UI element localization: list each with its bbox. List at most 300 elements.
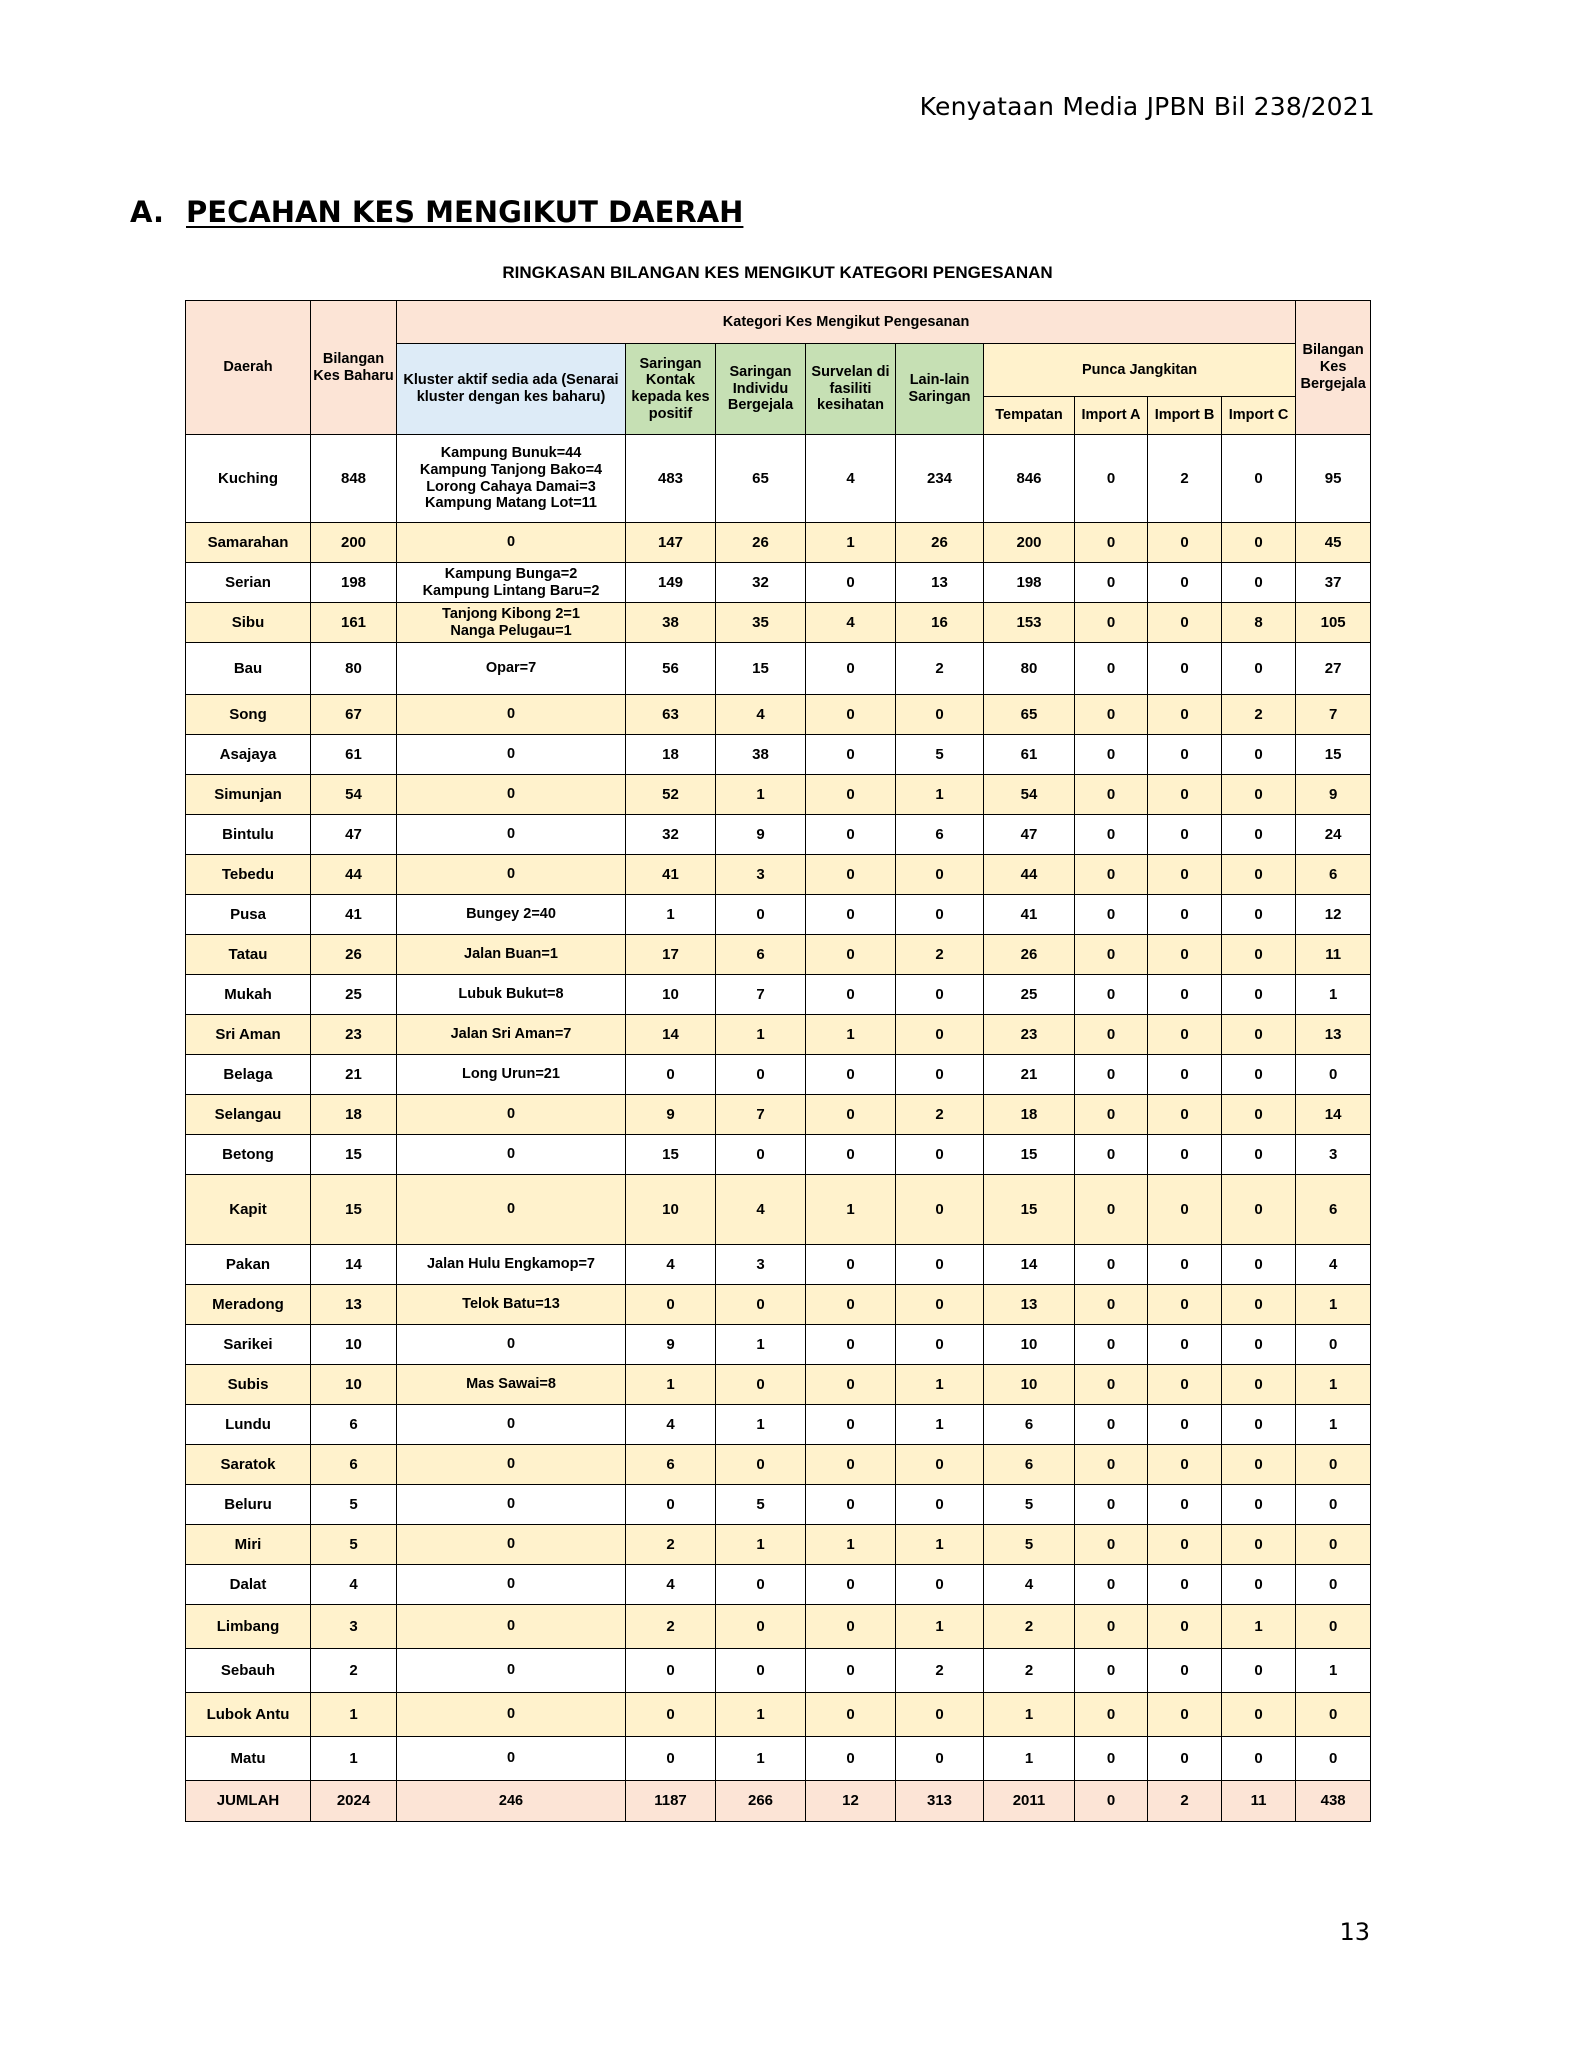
import-b-cell: 0 bbox=[1148, 1175, 1222, 1245]
contact-cell: 56 bbox=[626, 643, 716, 695]
contact-cell: 1187 bbox=[626, 1781, 716, 1822]
symptomatic-screening-cell: 3 bbox=[716, 1245, 806, 1285]
district-cell: Tebedu bbox=[186, 855, 311, 895]
import-b-cell: 0 bbox=[1148, 1737, 1222, 1781]
local-cell: 15 bbox=[984, 1135, 1075, 1175]
cluster-cell bbox=[397, 775, 626, 815]
cluster-line: 0 bbox=[506, 1662, 516, 1679]
contact-cell: 10 bbox=[626, 1175, 716, 1245]
header-symptomatic-screening: Saringan Individu Bergejala bbox=[716, 344, 806, 435]
district-cell: Sri Aman bbox=[186, 1015, 311, 1055]
import-b-cell: 0 bbox=[1148, 1485, 1222, 1525]
header-category-group: Kategori Kes Mengikut Pengesanan bbox=[397, 301, 1296, 344]
symptomatic-cases-cell: 0 bbox=[1296, 1525, 1371, 1565]
import-c-cell: 0 bbox=[1222, 1649, 1296, 1693]
cluster-cell bbox=[397, 695, 626, 735]
other-cell: 2 bbox=[896, 1095, 984, 1135]
cluster-cell bbox=[397, 603, 626, 643]
symptomatic-screening-cell: 0 bbox=[716, 1445, 806, 1485]
new-cases-cell: 41 bbox=[311, 895, 397, 935]
symptomatic-screening-cell: 1 bbox=[716, 1325, 806, 1365]
local-cell: 6 bbox=[984, 1445, 1075, 1485]
table-row bbox=[186, 1095, 1371, 1135]
import-b-cell: 0 bbox=[1148, 975, 1222, 1015]
import-b-cell: 0 bbox=[1148, 1649, 1222, 1693]
symptomatic-cases-cell: 1 bbox=[1296, 1405, 1371, 1445]
cluster-line: Bungey 2=40 bbox=[466, 906, 556, 923]
local-cell: 846 bbox=[984, 435, 1075, 523]
cluster-cell bbox=[397, 815, 626, 855]
facility-cell: 1 bbox=[806, 1175, 896, 1245]
cluster-cell bbox=[397, 1525, 626, 1565]
cluster-cell bbox=[397, 855, 626, 895]
district-cell: JUMLAH bbox=[186, 1781, 311, 1822]
new-cases-cell: 80 bbox=[311, 643, 397, 695]
new-cases-cell: 26 bbox=[311, 935, 397, 975]
cluster-cell bbox=[397, 1693, 626, 1737]
cluster-cell bbox=[397, 1737, 626, 1781]
symptomatic-screening-cell: 1 bbox=[716, 1405, 806, 1445]
header-daerah: Daerah bbox=[186, 301, 311, 435]
cluster-line: 0 bbox=[506, 1146, 516, 1163]
contact-cell: 1 bbox=[626, 895, 716, 935]
import-c-cell: 2 bbox=[1222, 695, 1296, 735]
district-cell: Limbang bbox=[186, 1605, 311, 1649]
symptomatic-screening-cell: 5 bbox=[716, 1485, 806, 1525]
district-cell: Sebauh bbox=[186, 1649, 311, 1693]
cluster-cell bbox=[397, 523, 626, 563]
new-cases-cell: 15 bbox=[311, 1175, 397, 1245]
cluster-line: Kampung Bunuk=44 bbox=[440, 445, 582, 462]
other-cell: 16 bbox=[896, 603, 984, 643]
cluster-cell bbox=[397, 1245, 626, 1285]
import-a-cell: 0 bbox=[1075, 1365, 1148, 1405]
import-b-cell: 0 bbox=[1148, 1605, 1222, 1649]
header-new-cases: Bilangan Kes Baharu bbox=[311, 301, 397, 435]
other-cell: 0 bbox=[896, 1055, 984, 1095]
local-cell: 25 bbox=[984, 975, 1075, 1015]
import-a-cell: 0 bbox=[1075, 975, 1148, 1015]
new-cases-cell: 25 bbox=[311, 975, 397, 1015]
import-c-cell: 0 bbox=[1222, 775, 1296, 815]
district-cell: Tatau bbox=[186, 935, 311, 975]
import-b-cell: 0 bbox=[1148, 643, 1222, 695]
other-cell: 0 bbox=[896, 895, 984, 935]
import-c-cell: 1 bbox=[1222, 1605, 1296, 1649]
facility-cell: 1 bbox=[806, 523, 896, 563]
cluster-cell bbox=[397, 1445, 626, 1485]
district-cell: Beluru bbox=[186, 1485, 311, 1525]
import-b-cell: 0 bbox=[1148, 1285, 1222, 1325]
table-row bbox=[186, 1135, 1371, 1175]
other-cell: 0 bbox=[896, 1445, 984, 1485]
table-row bbox=[186, 975, 1371, 1015]
symptomatic-screening-cell: 1 bbox=[716, 1693, 806, 1737]
symptomatic-cases-cell: 0 bbox=[1296, 1693, 1371, 1737]
symptomatic-cases-cell: 6 bbox=[1296, 1175, 1371, 1245]
cluster-line: 0 bbox=[506, 1201, 516, 1218]
district-cell: Mukah bbox=[186, 975, 311, 1015]
local-cell: 23 bbox=[984, 1015, 1075, 1055]
import-c-cell: 0 bbox=[1222, 1365, 1296, 1405]
new-cases-cell: 848 bbox=[311, 435, 397, 523]
contact-cell: 17 bbox=[626, 935, 716, 975]
header-contact-screening: Saringan Kontak kepada kes positif bbox=[626, 344, 716, 435]
facility-cell: 12 bbox=[806, 1781, 896, 1822]
import-a-cell: 0 bbox=[1075, 523, 1148, 563]
contact-cell: 63 bbox=[626, 695, 716, 735]
cluster-line: Kampung Lintang Baru=2 bbox=[422, 582, 600, 599]
new-cases-cell: 5 bbox=[311, 1485, 397, 1525]
local-cell: 5 bbox=[984, 1525, 1075, 1565]
district-cell: Sibu bbox=[186, 603, 311, 643]
district-cell: Asajaya bbox=[186, 735, 311, 775]
table-row bbox=[186, 855, 1371, 895]
district-cell: Bintulu bbox=[186, 815, 311, 855]
symptomatic-screening-cell: 1 bbox=[716, 1737, 806, 1781]
table-row bbox=[186, 1525, 1371, 1565]
cluster-line: 0 bbox=[506, 1576, 516, 1593]
symptomatic-cases-cell: 0 bbox=[1296, 1055, 1371, 1095]
local-cell: 26 bbox=[984, 935, 1075, 975]
section-letter: A. bbox=[130, 195, 164, 229]
header-other-screening: Lain-lain Saringan bbox=[896, 344, 984, 435]
cluster-line: Opar=7 bbox=[485, 660, 537, 677]
symptomatic-cases-cell: 9 bbox=[1296, 775, 1371, 815]
contact-cell: 14 bbox=[626, 1015, 716, 1055]
other-cell: 313 bbox=[896, 1781, 984, 1822]
import-b-cell: 0 bbox=[1148, 1693, 1222, 1737]
cluster-line: Lorong Cahaya Damai=3 bbox=[426, 478, 596, 495]
facility-cell: 0 bbox=[806, 1325, 896, 1365]
new-cases-cell: 10 bbox=[311, 1325, 397, 1365]
local-cell: 10 bbox=[984, 1325, 1075, 1365]
import-c-cell: 0 bbox=[1222, 1175, 1296, 1245]
import-a-cell: 0 bbox=[1075, 935, 1148, 975]
import-a-cell: 0 bbox=[1075, 1445, 1148, 1485]
import-b-cell: 0 bbox=[1148, 1405, 1222, 1445]
new-cases-cell: 23 bbox=[311, 1015, 397, 1055]
table-row bbox=[186, 1693, 1371, 1737]
symptomatic-cases-cell: 1 bbox=[1296, 975, 1371, 1015]
cluster-cell bbox=[397, 643, 626, 695]
cluster-line: 0 bbox=[506, 1536, 516, 1553]
symptomatic-screening-cell: 7 bbox=[716, 1095, 806, 1135]
facility-cell: 4 bbox=[806, 435, 896, 523]
cluster-cell bbox=[397, 1605, 626, 1649]
local-cell: 6 bbox=[984, 1405, 1075, 1445]
contact-cell: 0 bbox=[626, 1485, 716, 1525]
table-row bbox=[186, 523, 1371, 563]
cluster-line: 246 bbox=[498, 1792, 524, 1809]
local-cell: 15 bbox=[984, 1175, 1075, 1245]
facility-cell: 0 bbox=[806, 1649, 896, 1693]
section-heading bbox=[130, 195, 743, 229]
header-import-a: Import A bbox=[1075, 397, 1148, 435]
district-cell: Matu bbox=[186, 1737, 311, 1781]
facility-cell: 0 bbox=[806, 1737, 896, 1781]
import-a-cell: 0 bbox=[1075, 1649, 1148, 1693]
import-a-cell: 0 bbox=[1075, 815, 1148, 855]
import-a-cell: 0 bbox=[1075, 735, 1148, 775]
table-row bbox=[186, 563, 1371, 603]
local-cell: 18 bbox=[984, 1095, 1075, 1135]
import-c-cell: 0 bbox=[1222, 1445, 1296, 1485]
other-cell: 6 bbox=[896, 815, 984, 855]
local-cell: 80 bbox=[984, 643, 1075, 695]
import-a-cell: 0 bbox=[1075, 1525, 1148, 1565]
other-cell: 0 bbox=[896, 1135, 984, 1175]
district-cell: Selangau bbox=[186, 1095, 311, 1135]
district-cell: Lubok Antu bbox=[186, 1693, 311, 1737]
import-c-cell: 0 bbox=[1222, 1055, 1296, 1095]
new-cases-cell: 4 bbox=[311, 1565, 397, 1605]
import-b-cell: 0 bbox=[1148, 815, 1222, 855]
district-cell: Kapit bbox=[186, 1175, 311, 1245]
import-c-cell: 0 bbox=[1222, 643, 1296, 695]
symptomatic-cases-cell: 27 bbox=[1296, 643, 1371, 695]
new-cases-cell: 1 bbox=[311, 1693, 397, 1737]
table-row bbox=[186, 695, 1371, 735]
facility-cell: 0 bbox=[806, 815, 896, 855]
facility-cell: 0 bbox=[806, 695, 896, 735]
facility-cell: 0 bbox=[806, 895, 896, 935]
facility-cell: 0 bbox=[806, 775, 896, 815]
cluster-line: 0 bbox=[506, 1618, 516, 1635]
table-row bbox=[186, 935, 1371, 975]
cluster-line: 0 bbox=[506, 1750, 516, 1767]
cluster-line: 0 bbox=[506, 1456, 516, 1473]
import-c-cell: 0 bbox=[1222, 1405, 1296, 1445]
contact-cell: 32 bbox=[626, 815, 716, 855]
new-cases-cell: 10 bbox=[311, 1365, 397, 1405]
import-a-cell: 0 bbox=[1075, 1605, 1148, 1649]
symptomatic-screening-cell: 266 bbox=[716, 1781, 806, 1822]
district-cell: Belaga bbox=[186, 1055, 311, 1095]
contact-cell: 1 bbox=[626, 1365, 716, 1405]
symptomatic-cases-cell: 1 bbox=[1296, 1649, 1371, 1693]
import-a-cell: 0 bbox=[1075, 1175, 1148, 1245]
import-b-cell: 0 bbox=[1148, 935, 1222, 975]
symptomatic-screening-cell: 1 bbox=[716, 1525, 806, 1565]
symptomatic-screening-cell: 0 bbox=[716, 1565, 806, 1605]
new-cases-cell: 3 bbox=[311, 1605, 397, 1649]
contact-cell: 41 bbox=[626, 855, 716, 895]
local-cell: 44 bbox=[984, 855, 1075, 895]
district-cell: Simunjan bbox=[186, 775, 311, 815]
symptomatic-cases-cell: 1 bbox=[1296, 1365, 1371, 1405]
facility-cell: 0 bbox=[806, 1693, 896, 1737]
district-cell: Dalat bbox=[186, 1565, 311, 1605]
cluster-cell bbox=[397, 435, 626, 523]
new-cases-cell: 200 bbox=[311, 523, 397, 563]
cluster-cell bbox=[397, 1135, 626, 1175]
import-b-cell: 0 bbox=[1148, 695, 1222, 735]
cluster-line: Jalan Buan=1 bbox=[464, 946, 558, 963]
table-title: RINGKASAN BILANGAN KES MENGIKUT KATEGORI PENGESANAN bbox=[502, 263, 1053, 282]
local-cell: 13 bbox=[984, 1285, 1075, 1325]
cluster-line: 0 bbox=[506, 1106, 516, 1123]
facility-cell: 0 bbox=[806, 975, 896, 1015]
contact-cell: 4 bbox=[626, 1565, 716, 1605]
new-cases-cell: 198 bbox=[311, 563, 397, 603]
symptomatic-cases-cell: 13 bbox=[1296, 1015, 1371, 1055]
district-cell: Samarahan bbox=[186, 523, 311, 563]
symptomatic-cases-cell: 438 bbox=[1296, 1781, 1371, 1822]
cluster-cell bbox=[397, 895, 626, 935]
facility-cell: 1 bbox=[806, 1525, 896, 1565]
cluster-line: 0 bbox=[506, 746, 516, 763]
symptomatic-screening-cell: 9 bbox=[716, 815, 806, 855]
import-a-cell: 0 bbox=[1075, 855, 1148, 895]
cluster-line: Kampung Tanjong Bako=4 bbox=[419, 461, 603, 478]
table-row bbox=[186, 815, 1371, 855]
cluster-cell bbox=[397, 735, 626, 775]
import-c-cell: 0 bbox=[1222, 435, 1296, 523]
symptomatic-cases-cell: 12 bbox=[1296, 895, 1371, 935]
facility-cell: 0 bbox=[806, 1565, 896, 1605]
import-b-cell: 0 bbox=[1148, 1095, 1222, 1135]
table-row bbox=[186, 1649, 1371, 1693]
contact-cell: 52 bbox=[626, 775, 716, 815]
table-row bbox=[186, 435, 1371, 523]
local-cell: 65 bbox=[984, 695, 1075, 735]
import-a-cell: 0 bbox=[1075, 1095, 1148, 1135]
table-row bbox=[186, 1245, 1371, 1285]
district-cell: Meradong bbox=[186, 1285, 311, 1325]
facility-cell: 0 bbox=[806, 1485, 896, 1525]
contact-cell: 147 bbox=[626, 523, 716, 563]
table-row bbox=[186, 895, 1371, 935]
other-cell: 1 bbox=[896, 1525, 984, 1565]
symptomatic-screening-cell: 0 bbox=[716, 1285, 806, 1325]
facility-cell: 0 bbox=[806, 1245, 896, 1285]
other-cell: 0 bbox=[896, 1565, 984, 1605]
symptomatic-screening-cell: 15 bbox=[716, 643, 806, 695]
other-cell: 0 bbox=[896, 695, 984, 735]
cluster-cell bbox=[397, 975, 626, 1015]
symptomatic-screening-cell: 0 bbox=[716, 1055, 806, 1095]
contact-cell: 0 bbox=[626, 1055, 716, 1095]
contact-cell: 2 bbox=[626, 1525, 716, 1565]
import-c-cell: 0 bbox=[1222, 855, 1296, 895]
import-a-cell: 0 bbox=[1075, 1135, 1148, 1175]
symptomatic-screening-cell: 3 bbox=[716, 855, 806, 895]
cluster-line: Jalan Hulu Engkamop=7 bbox=[426, 1256, 595, 1273]
cluster-line: 0 bbox=[506, 1336, 516, 1353]
cluster-line: Kampung Bunga=2 bbox=[444, 565, 578, 582]
other-cell: 2 bbox=[896, 935, 984, 975]
cluster-cell bbox=[397, 1365, 626, 1405]
import-a-cell: 0 bbox=[1075, 1285, 1148, 1325]
total-row bbox=[186, 1781, 1371, 1822]
symptomatic-screening-cell: 0 bbox=[716, 1605, 806, 1649]
import-b-cell: 0 bbox=[1148, 1135, 1222, 1175]
cases-by-district-table bbox=[185, 300, 1371, 1822]
import-c-cell: 0 bbox=[1222, 1693, 1296, 1737]
cluster-line: Telok Batu=13 bbox=[462, 1296, 560, 1313]
symptomatic-screening-cell: 0 bbox=[716, 895, 806, 935]
cluster-cell bbox=[397, 1325, 626, 1365]
district-cell: Miri bbox=[186, 1525, 311, 1565]
other-cell: 1 bbox=[896, 1365, 984, 1405]
contact-cell: 4 bbox=[626, 1405, 716, 1445]
import-a-cell: 0 bbox=[1075, 695, 1148, 735]
symptomatic-cases-cell: 0 bbox=[1296, 1445, 1371, 1485]
local-cell: 2011 bbox=[984, 1781, 1075, 1822]
symptomatic-cases-cell: 3 bbox=[1296, 1135, 1371, 1175]
header-cluster: Kluster aktif sedia ada (Senarai kluster dengan kes baharu) bbox=[397, 344, 626, 435]
contact-cell: 9 bbox=[626, 1095, 716, 1135]
symptomatic-screening-cell: 32 bbox=[716, 563, 806, 603]
import-c-cell: 0 bbox=[1222, 1485, 1296, 1525]
local-cell: 4 bbox=[984, 1565, 1075, 1605]
cluster-line: Kampung Matang Lot=11 bbox=[424, 495, 597, 512]
cluster-line: 0 bbox=[506, 1496, 516, 1513]
facility-cell: 0 bbox=[806, 855, 896, 895]
facility-cell: 0 bbox=[806, 1445, 896, 1485]
table-row bbox=[186, 1055, 1371, 1095]
cluster-cell bbox=[397, 1055, 626, 1095]
district-cell: Betong bbox=[186, 1135, 311, 1175]
import-c-cell: 0 bbox=[1222, 1325, 1296, 1365]
symptomatic-screening-cell: 35 bbox=[716, 603, 806, 643]
new-cases-cell: 67 bbox=[311, 695, 397, 735]
district-cell: Saratok bbox=[186, 1445, 311, 1485]
other-cell: 1 bbox=[896, 775, 984, 815]
symptomatic-screening-cell: 26 bbox=[716, 523, 806, 563]
symptomatic-cases-cell: 1 bbox=[1296, 1285, 1371, 1325]
other-cell: 13 bbox=[896, 563, 984, 603]
header-import-c: Import C bbox=[1222, 397, 1296, 435]
other-cell: 0 bbox=[896, 1245, 984, 1285]
symptomatic-cases-cell: 105 bbox=[1296, 603, 1371, 643]
local-cell: 200 bbox=[984, 523, 1075, 563]
local-cell: 5 bbox=[984, 1485, 1075, 1525]
local-cell: 14 bbox=[984, 1245, 1075, 1285]
import-a-cell: 0 bbox=[1075, 1325, 1148, 1365]
import-c-cell: 0 bbox=[1222, 1565, 1296, 1605]
facility-cell: 0 bbox=[806, 735, 896, 775]
table-row bbox=[186, 1365, 1371, 1405]
import-b-cell: 0 bbox=[1148, 1525, 1222, 1565]
table-row bbox=[186, 1485, 1371, 1525]
other-cell: 0 bbox=[896, 1325, 984, 1365]
local-cell: 47 bbox=[984, 815, 1075, 855]
import-a-cell: 0 bbox=[1075, 563, 1148, 603]
other-cell: 2 bbox=[896, 1649, 984, 1693]
import-b-cell: 2 bbox=[1148, 435, 1222, 523]
import-a-cell: 0 bbox=[1075, 1015, 1148, 1055]
import-a-cell: 0 bbox=[1075, 1693, 1148, 1737]
district-cell: Bau bbox=[186, 643, 311, 695]
new-cases-cell: 2 bbox=[311, 1649, 397, 1693]
import-c-cell: 0 bbox=[1222, 1015, 1296, 1055]
import-a-cell: 0 bbox=[1075, 1055, 1148, 1095]
local-cell: 41 bbox=[984, 895, 1075, 935]
local-cell: 2 bbox=[984, 1605, 1075, 1649]
page-number: 13 bbox=[1339, 1918, 1370, 1946]
other-cell: 0 bbox=[896, 1015, 984, 1055]
new-cases-cell: 6 bbox=[311, 1445, 397, 1485]
other-cell: 0 bbox=[896, 1693, 984, 1737]
symptomatic-cases-cell: 95 bbox=[1296, 435, 1371, 523]
new-cases-cell: 47 bbox=[311, 815, 397, 855]
import-b-cell: 0 bbox=[1148, 523, 1222, 563]
cluster-line: 0 bbox=[506, 1706, 516, 1723]
other-cell: 0 bbox=[896, 1285, 984, 1325]
other-cell: 0 bbox=[896, 855, 984, 895]
